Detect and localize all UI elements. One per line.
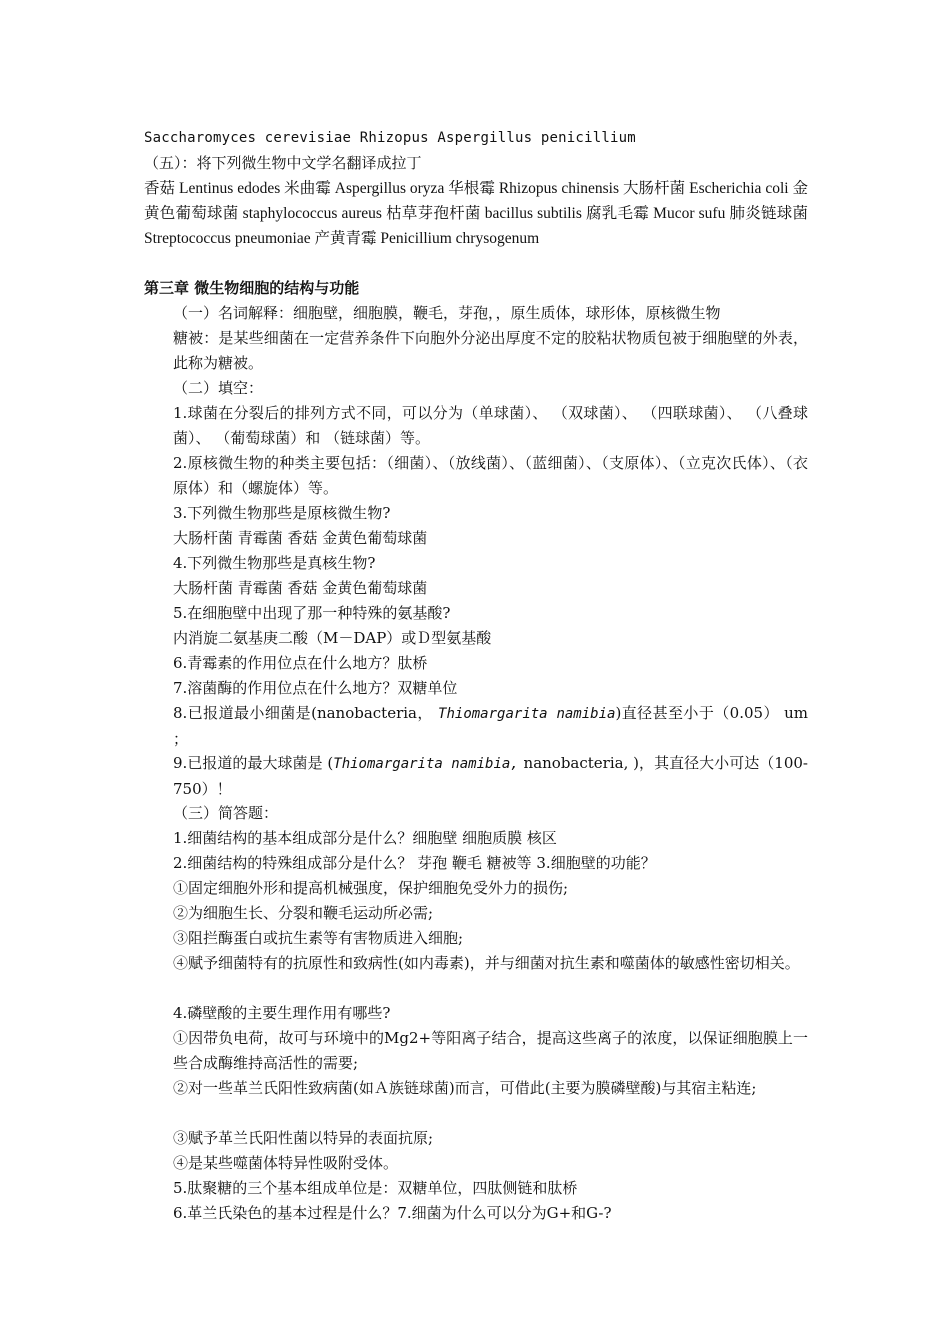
chapter-title: 第三章 微生物细胞的结构与功能: [144, 279, 360, 297]
question-9-part-a: 9.已报道的最大球菌是 (: [173, 754, 334, 772]
teichoic-acid-role-4: ④是某些噬菌体特异性吸附受体。: [173, 1154, 399, 1172]
question-5: 5.在细胞壁中出现了那一种特殊的氨基酸?: [173, 604, 451, 622]
question-9-species: Thiomargarita namibia,: [333, 756, 519, 772]
question-6: 6.青霉素的作用位点在什么地方？肽桥: [173, 654, 428, 672]
fill-blank-title: （二）填空：: [173, 379, 264, 397]
glycocalyx-definition: 糖被：是某些细菌在一定营养条件下向胞外分泌出厚度不定的胶粘状物质包被于细胞壁的外表，此称为糖被。: [173, 329, 808, 372]
question-8-part-a: 8.已报道最小细菌是(nanobacteria，: [173, 704, 439, 722]
short-question-2: 2.细菌结构的特殊组成部分是什么？ 芽孢 鞭毛 糖被等 3.细胞壁的功能？: [173, 854, 656, 872]
question-2: 2.原核微生物的种类主要包括：（细菌）、（放线菌）、（蓝细菌）、（支原体）、（立克次氏体）、（衣原体）和（螺旋体）等。: [173, 454, 808, 497]
teichoic-acid-role-2: ②对一些革兰氏阳性致病菌(如Ａ族链球菌)而言，可借此(主要为膜磷壁酸)与其宿主粘连;: [173, 1079, 757, 1097]
latin-names-line: Saccharomyces cerevisiae Rhizopus Aspergillus penicillium: [144, 130, 636, 146]
terms-line: （一）名词解释：细胞壁，细胞膜，鞭毛，芽孢，，原生质体，球形体，原核微生物: [173, 304, 721, 322]
short-question-1: 1.细菌结构的基本组成部分是什么？细胞壁 细胞质膜 核区: [173, 829, 557, 847]
short-answer-title: （三）简答题：: [173, 804, 279, 822]
question-8-species: Thiomargarita namibia: [438, 706, 616, 722]
teichoic-acid-role-1: ①因带负电荷，故可与环境中的Mg2+等阳离子结合，提高这些离子的浓度，以保证细胞膜上一些合成酶维持高活性的需要;: [173, 1029, 808, 1072]
question-9-part-c: nanobacteria, )，其直径大小可达（100-750）！: [173, 754, 808, 798]
question-4-options: 大肠杆菌 青霉菌 香菇 金黄色葡萄球菌: [173, 579, 428, 597]
question-1: 1.球菌在分裂后的排列方式不同，可以分为（单球菌）、 （双球菌）、 （四联球菌）、 （八叠球菌）、 （葡萄球菌）和 （链球菌）等。: [173, 404, 808, 447]
cell-wall-function-3: ③阻拦酶蛋白或抗生素等有害物质进入细胞;: [173, 929, 464, 947]
short-question-4: 4.磷壁酸的主要生理作用有哪些?: [173, 1004, 391, 1022]
question-7: 7.溶菌酶的作用位点在什么地方？双糖单位: [173, 679, 458, 697]
cell-wall-function-2: ②为细胞生长、分裂和鞭毛运动所必需;: [173, 904, 434, 922]
translation-paragraph: 香菇 Lentinus edodes 米曲霉 Aspergillus oryza 华根霉 Rhizopus chinensis 大肠杆菌 Escherichia coli 金黄色葡萄球菌 staphylococcus aureus 枯草芽孢杆菌 bacillus subtilis 腐乳毛霉 Mucor sufu 肺炎链球菌 Streptococcus pneumoniae 产黄青霉 Penicillium chrysogenum: [144, 180, 808, 247]
short-question-6-7: 6.革兰氏染色的基本过程是什么？7.细菌为什么可以分为G+和G-?: [173, 1204, 612, 1222]
question-3: 3.下列微生物那些是原核微生物?: [173, 504, 391, 522]
section-five-title: （五）：将下列微生物中文学名翻译成拉丁: [144, 154, 422, 172]
question-8: [173, 701, 808, 752]
cell-wall-function-1: ①固定细胞外形和提高机械强度，保护细胞免受外力的损伤;: [173, 879, 569, 897]
question-9: [173, 751, 808, 802]
question-4: 4.下列微生物那些是真核生物?: [173, 554, 376, 572]
cell-wall-function-4: ④赋予细菌特有的抗原性和致病性(如内毒素)，并与细菌对抗生素和噬菌体的敏感性密切相关。: [173, 954, 800, 972]
question-3-options: 大肠杆菌 青霉菌 香菇 金黄色葡萄球菌: [173, 529, 428, 547]
question-8-part-c: )直径甚至小于（0.05） um ；: [173, 704, 808, 748]
teichoic-acid-role-3: ③赋予革兰氏阳性菌以特异的表面抗原;: [173, 1129, 434, 1147]
short-question-5: 5.肽聚糖的三个基本组成单位是：双糖单位，四肽侧链和肽桥: [173, 1179, 578, 1197]
question-5-answer: 内消旋二氨基庚二酸（M－DAP）或Ｄ型氨基酸: [173, 629, 492, 647]
